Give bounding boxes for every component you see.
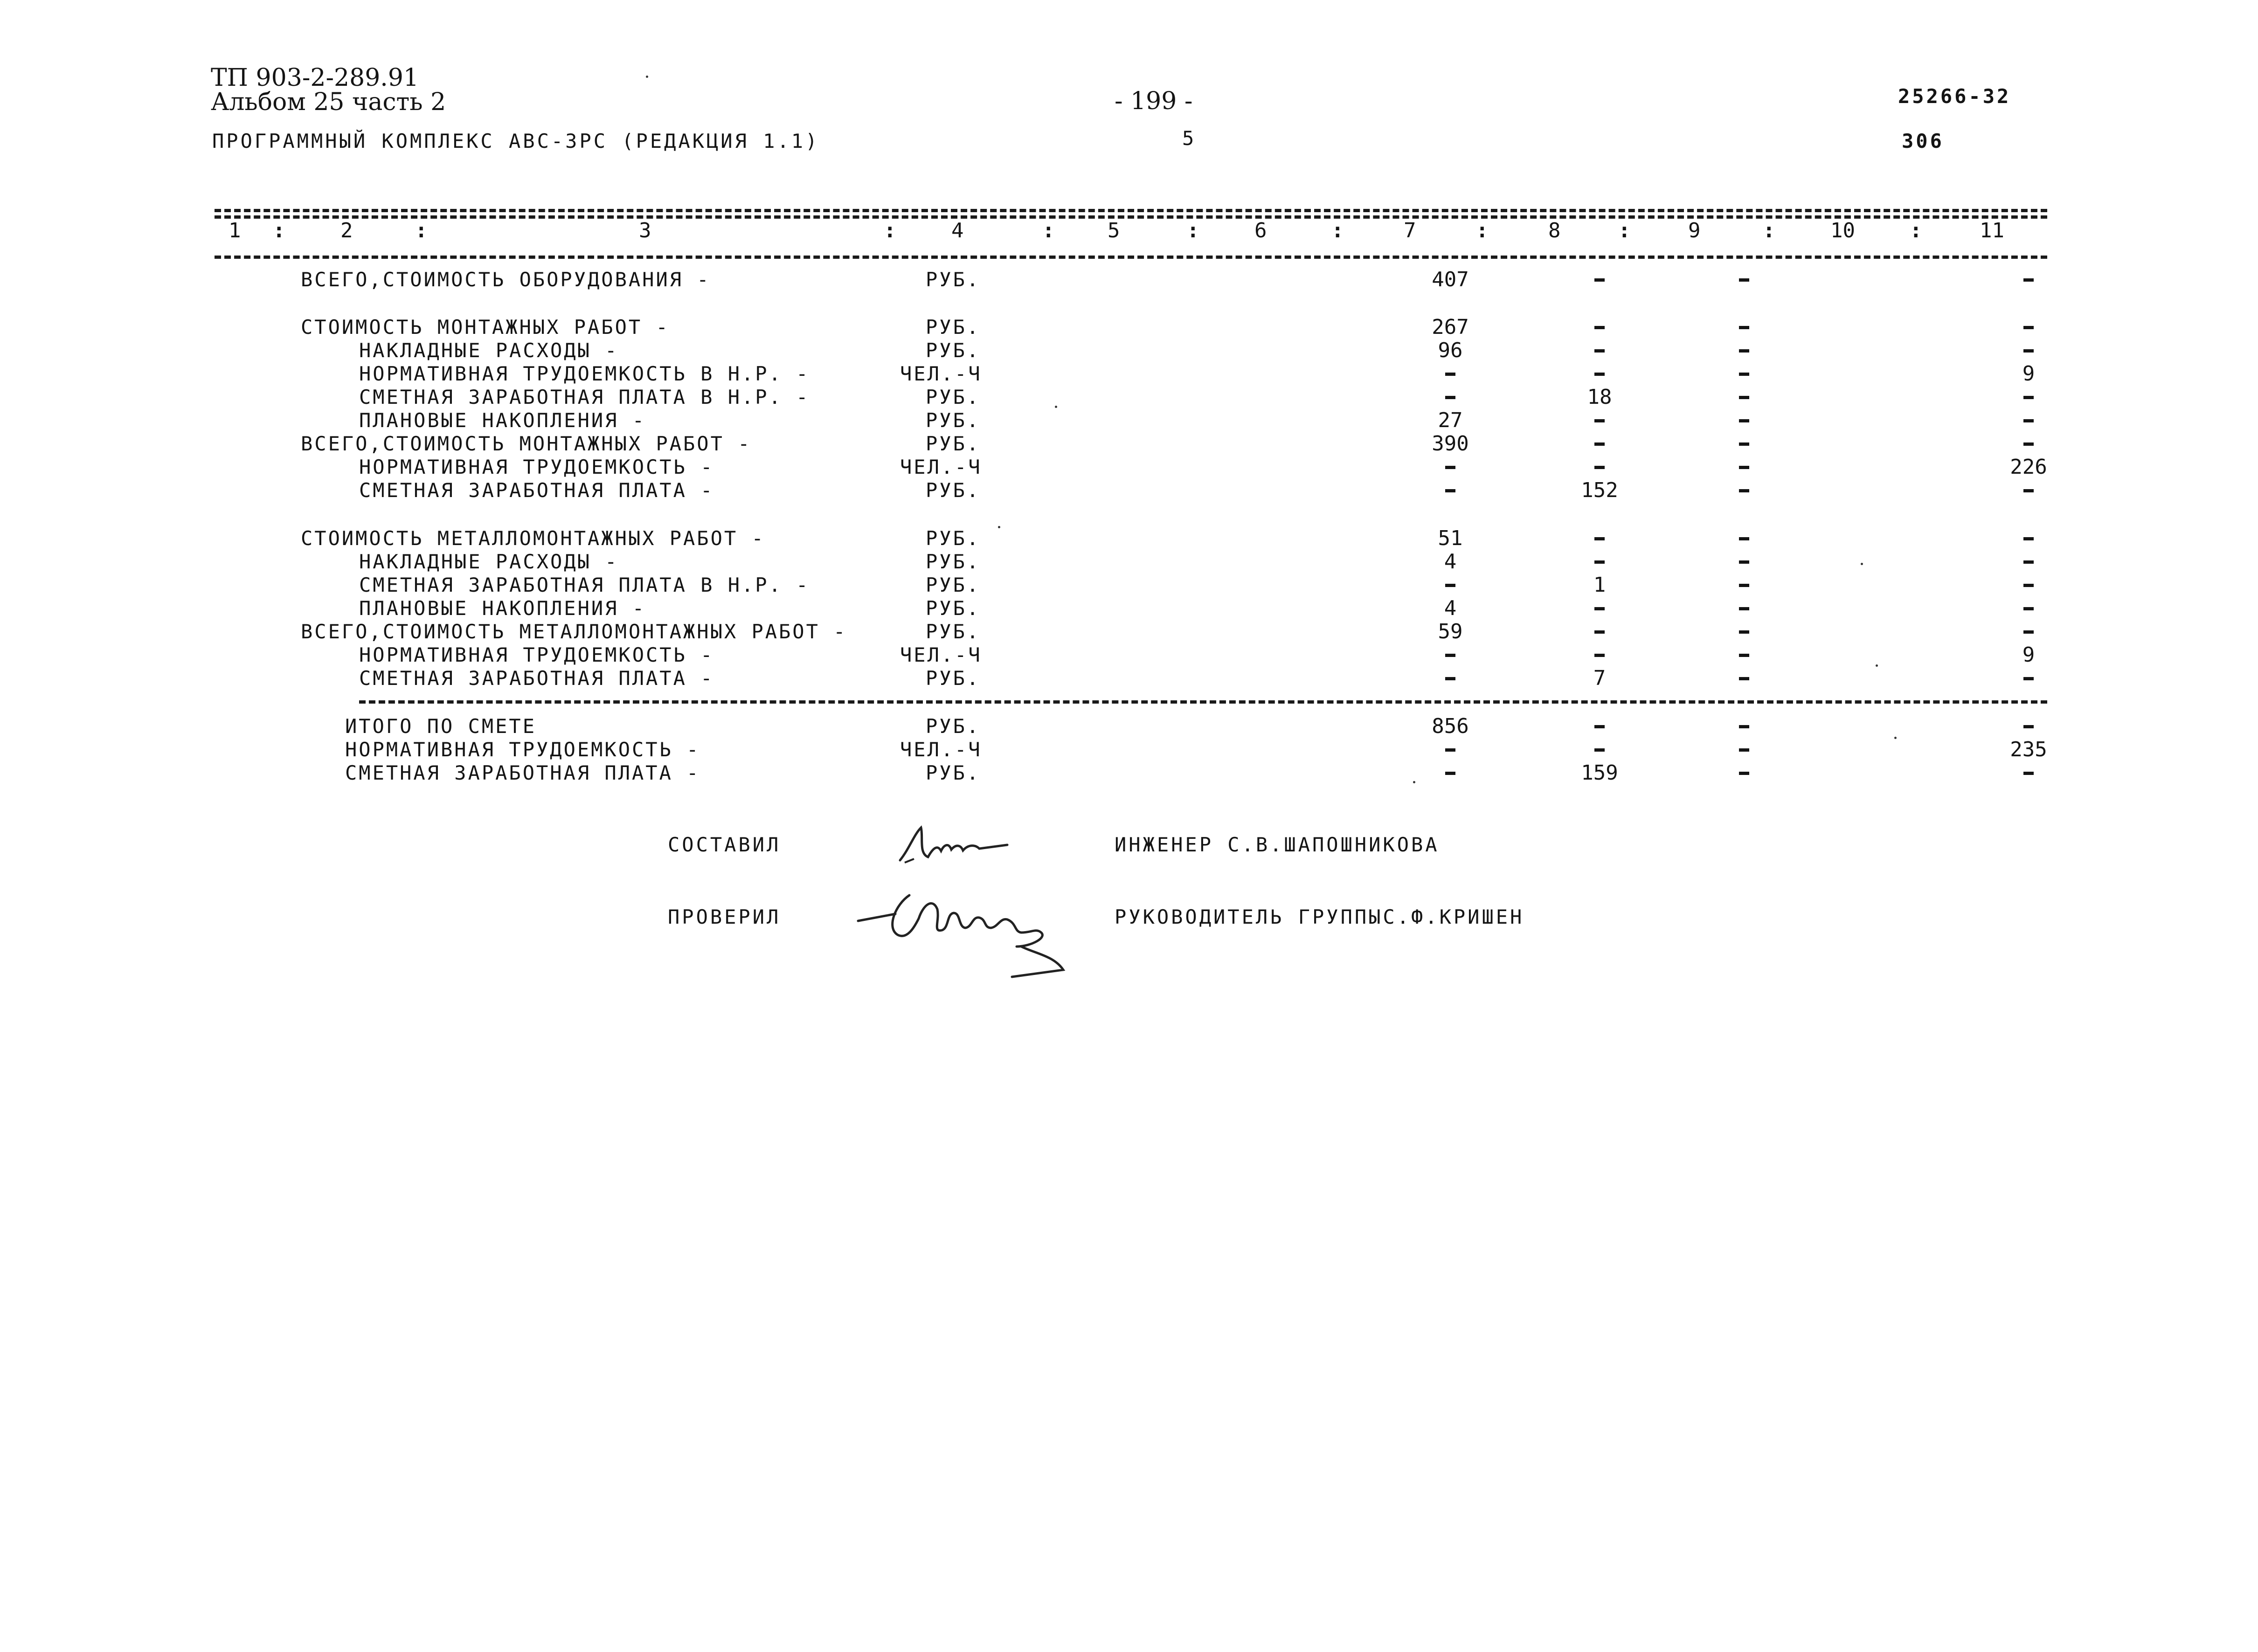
cell-dash-c7	[1445, 772, 1455, 775]
row-unit: РУБ.	[926, 667, 981, 690]
cell-value-c8: 159	[1581, 761, 1618, 785]
cell-dash-c9	[1739, 607, 1749, 610]
cell-dash-c8	[1594, 326, 1605, 329]
cell-value-c7: 27	[1438, 408, 1463, 432]
row-unit: РУБ.	[926, 409, 981, 432]
cell-dash-c9	[1739, 419, 1749, 422]
cell-value-c7: 390	[1432, 432, 1469, 456]
column-separator: :	[884, 219, 896, 242]
scan-speck	[998, 526, 1000, 528]
column-number-5: 5	[1108, 219, 1120, 242]
cell-dash-c11	[2023, 560, 2034, 564]
cell-dash-c8	[1594, 725, 1605, 728]
row-unit: РУБ.	[926, 620, 981, 643]
cell-dash-c9	[1739, 654, 1749, 657]
row-unit: РУБ.	[926, 386, 981, 408]
column-number-4: 4	[951, 219, 964, 242]
cell-dash-c9	[1739, 630, 1749, 634]
row-label: НАКЛАДНЫЕ РАСХОДЫ -	[359, 339, 619, 362]
cell-dash-c8	[1594, 419, 1605, 422]
cell-dash-c7	[1445, 466, 1455, 469]
row-label: ВСЕГО,СТОИМОСТЬ МЕТАЛЛОМОНТАЖНЫХ РАБОТ -	[301, 620, 847, 643]
cell-dash-c7	[1445, 654, 1455, 657]
row-unit: РУБ.	[926, 761, 981, 784]
cell-value-c7: 51	[1438, 526, 1463, 550]
row-unit: РУБ.	[926, 268, 981, 291]
cell-dash-c11	[2023, 677, 2034, 680]
cell-dash-c8	[1594, 442, 1605, 446]
cell-dash-c9	[1739, 489, 1749, 492]
cell-value-c8: 152	[1581, 478, 1618, 502]
cell-dash-c11	[2023, 326, 2034, 329]
cell-dash-c7	[1445, 748, 1455, 752]
cell-dash-c8	[1594, 278, 1605, 282]
cell-dash-c9	[1739, 537, 1749, 540]
cell-dash-c9	[1739, 442, 1749, 446]
table-header-rule	[215, 256, 2047, 259]
column-number-7: 7	[1404, 219, 1416, 242]
row-label: СТОИМОСТЬ МЕТАЛЛОМОНТАЖНЫХ РАБОТ -	[301, 527, 765, 550]
cell-dash-c9	[1739, 373, 1749, 376]
cell-dash-c8	[1594, 373, 1605, 376]
column-number-10: 10	[1830, 219, 1855, 242]
cell-dash-c7	[1445, 489, 1455, 492]
cell-dash-c9	[1739, 278, 1749, 282]
column-number-11: 11	[1980, 219, 2004, 242]
cell-value-c7: 4	[1444, 596, 1457, 620]
cell-dash-c11	[2023, 725, 2034, 728]
cell-dash-c7	[1445, 677, 1455, 680]
cell-dash-c11	[2023, 349, 2034, 353]
column-separator: :	[1763, 219, 1775, 242]
column-separator: :	[415, 219, 428, 242]
cell-value-c7: 407	[1432, 268, 1469, 291]
cell-dash-c9	[1739, 725, 1749, 728]
row-unit: ЧЕЛ.-Ч	[900, 643, 982, 666]
row-label: СМЕТНАЯ ЗАРАБОТНАЯ ПЛАТА -	[359, 479, 714, 502]
row-label: СМЕТНАЯ ЗАРАБОТНАЯ ПЛАТА В Н.Р. -	[359, 386, 810, 408]
row-unit: ЧЕЛ.-Ч	[900, 362, 982, 385]
cell-dash-c8	[1594, 607, 1605, 610]
cell-dash-c7	[1445, 584, 1455, 587]
row-label: СТОИМОСТЬ МОНТАЖНЫХ РАБОТ -	[301, 316, 670, 339]
cell-value-c11: 9	[2022, 643, 2035, 667]
cell-value-c7: 96	[1438, 339, 1463, 362]
scan-speck	[1861, 563, 1863, 565]
totals-rule	[359, 700, 2047, 704]
row-label: СМЕТНАЯ ЗАРАБОТНАЯ ПЛАТА -	[359, 667, 714, 690]
cell-dash-c11	[2023, 396, 2034, 399]
row-unit: РУБ.	[926, 527, 981, 550]
page-number: - 199 -	[1115, 87, 1193, 115]
album-label: Альбом 25 часть 2	[211, 88, 446, 116]
cell-dash-c11	[2023, 607, 2034, 610]
compiled-by: ИНЖЕНЕР С.В.ШАПОШНИКОВА	[1115, 833, 1440, 856]
cell-dash-c11	[2023, 419, 2034, 422]
column-number-2: 2	[340, 219, 353, 242]
row-label: ИТОГО ПО СМЕТЕ	[345, 715, 537, 738]
scan-speck	[1876, 664, 1878, 667]
row-unit: РУБ.	[926, 339, 981, 362]
row-label: ВСЕГО,СТОИМОСТЬ МОНТАЖНЫХ РАБОТ -	[301, 432, 752, 455]
row-unit: РУБ.	[926, 715, 981, 738]
cell-dash-c8	[1594, 630, 1605, 634]
row-unit: РУБ.	[926, 432, 981, 455]
row-label: НОРМАТИВНАЯ ТРУДОЕМКОСТЬ -	[359, 456, 714, 478]
cell-value-c7: 856	[1432, 714, 1469, 738]
cell-dash-c7	[1445, 373, 1455, 376]
doc-number: 25266-32	[1898, 85, 2011, 108]
cell-value-c7: 267	[1432, 315, 1469, 339]
cell-value-c11: 226	[2010, 455, 2047, 479]
column-separator: :	[1331, 219, 1344, 242]
row-unit: ЧЕЛ.-Ч	[900, 456, 982, 478]
column-number-6: 6	[1254, 219, 1267, 242]
cell-dash-c11	[2023, 278, 2034, 282]
row-unit: ЧЕЛ.-Ч	[900, 738, 982, 761]
cell-dash-c9	[1739, 560, 1749, 564]
column-separator: :	[1187, 219, 1199, 242]
row-label: ПЛАНОВЫЕ НАКОПЛЕНИЯ -	[359, 409, 646, 432]
scan-speck	[1055, 406, 1057, 408]
cell-dash-c9	[1739, 584, 1749, 587]
column-number-8: 8	[1548, 219, 1561, 242]
cell-dash-c9	[1739, 396, 1749, 399]
row-label: НОРМАТИВНАЯ ТРУДОЕМКОСТЬ -	[359, 643, 714, 666]
cell-value-c11: 235	[2010, 738, 2047, 761]
scan-speck	[646, 76, 648, 78]
cell-value-c11: 9	[2022, 362, 2035, 386]
cell-dash-c8	[1594, 537, 1605, 540]
cell-dash-c11	[2023, 442, 2034, 446]
cell-dash-c8	[1594, 654, 1605, 657]
sheet-number-right: 306	[1902, 130, 1944, 152]
row-unit: РУБ.	[926, 316, 981, 339]
cell-value-c8: 18	[1587, 385, 1612, 409]
row-label: НОРМАТИВНАЯ ТРУДОЕМКОСТЬ В Н.Р. -	[359, 362, 810, 385]
compiled-label: СОСТАВИЛ	[668, 833, 781, 856]
checked-label: ПРОВЕРИЛ	[668, 905, 781, 928]
scan-speck	[1894, 737, 1897, 739]
cell-dash-c11	[2023, 584, 2034, 587]
row-unit: РУБ.	[926, 597, 981, 620]
cell-value-c7: 4	[1444, 550, 1457, 574]
document-code: ТП 903-2-289.91	[211, 64, 419, 92]
row-label: ВСЕГО,СТОИМОСТЬ ОБОРУДОВАНИЯ -	[301, 268, 711, 291]
cell-dash-c9	[1739, 677, 1749, 680]
column-separator: :	[273, 219, 285, 242]
checked-by: РУКОВОДИТЕЛЬ ГРУППЫС.Ф.КРИШЕН	[1115, 905, 1524, 928]
compiled-signature	[886, 816, 1035, 872]
cell-dash-c8	[1594, 466, 1605, 469]
column-separator: :	[1042, 219, 1055, 242]
table-top-rule-1	[215, 209, 2047, 212]
cell-dash-c11	[2023, 489, 2034, 492]
column-separator: :	[1618, 219, 1631, 242]
row-label: СМЕТНАЯ ЗАРАБОТНАЯ ПЛАТА -	[345, 761, 700, 784]
row-label: НОРМАТИВНАЯ ТРУДОЕМКОСТЬ -	[345, 738, 700, 761]
row-unit: РУБ.	[926, 479, 981, 502]
cell-dash-c9	[1739, 748, 1749, 752]
column-number-3: 3	[639, 219, 651, 242]
cell-dash-c8	[1594, 560, 1605, 564]
sheet-number: 5	[1182, 127, 1197, 150]
cell-dash-c8	[1594, 748, 1605, 752]
cell-dash-c11	[2023, 630, 2034, 634]
program-title: ПРОГРАММНЫЙ КОМПЛЕКС АВС-ЗРС (РЕДАКЦИЯ 1.1)	[212, 130, 820, 152]
column-separator: :	[1476, 219, 1489, 242]
column-number-1: 1	[229, 219, 241, 242]
row-label: ПЛАНОВЫЕ НАКОПЛЕНИЯ -	[359, 597, 646, 620]
row-unit: РУБ.	[926, 574, 981, 596]
row-label: НАКЛАДНЫЕ РАСХОДЫ -	[359, 550, 619, 573]
cell-dash-c8	[1594, 349, 1605, 353]
cell-dash-c9	[1739, 349, 1749, 353]
table-top-rule-2	[215, 215, 2047, 219]
checked-signature	[853, 877, 1082, 979]
cell-dash-c11	[2023, 537, 2034, 540]
column-separator: :	[1910, 219, 1922, 242]
cell-dash-c9	[1739, 326, 1749, 329]
cell-dash-c9	[1739, 466, 1749, 469]
row-label: СМЕТНАЯ ЗАРАБОТНАЯ ПЛАТА В Н.Р. -	[359, 574, 810, 596]
cell-dash-c11	[2023, 772, 2034, 775]
cell-value-c8: 1	[1593, 573, 1606, 597]
cell-value-c8: 7	[1593, 666, 1606, 690]
cell-dash-c7	[1445, 396, 1455, 399]
column-number-9: 9	[1688, 219, 1701, 242]
cell-value-c7: 59	[1438, 620, 1463, 643]
cell-dash-c9	[1739, 772, 1749, 775]
scan-speck	[1413, 781, 1415, 783]
row-unit: РУБ.	[926, 550, 981, 573]
